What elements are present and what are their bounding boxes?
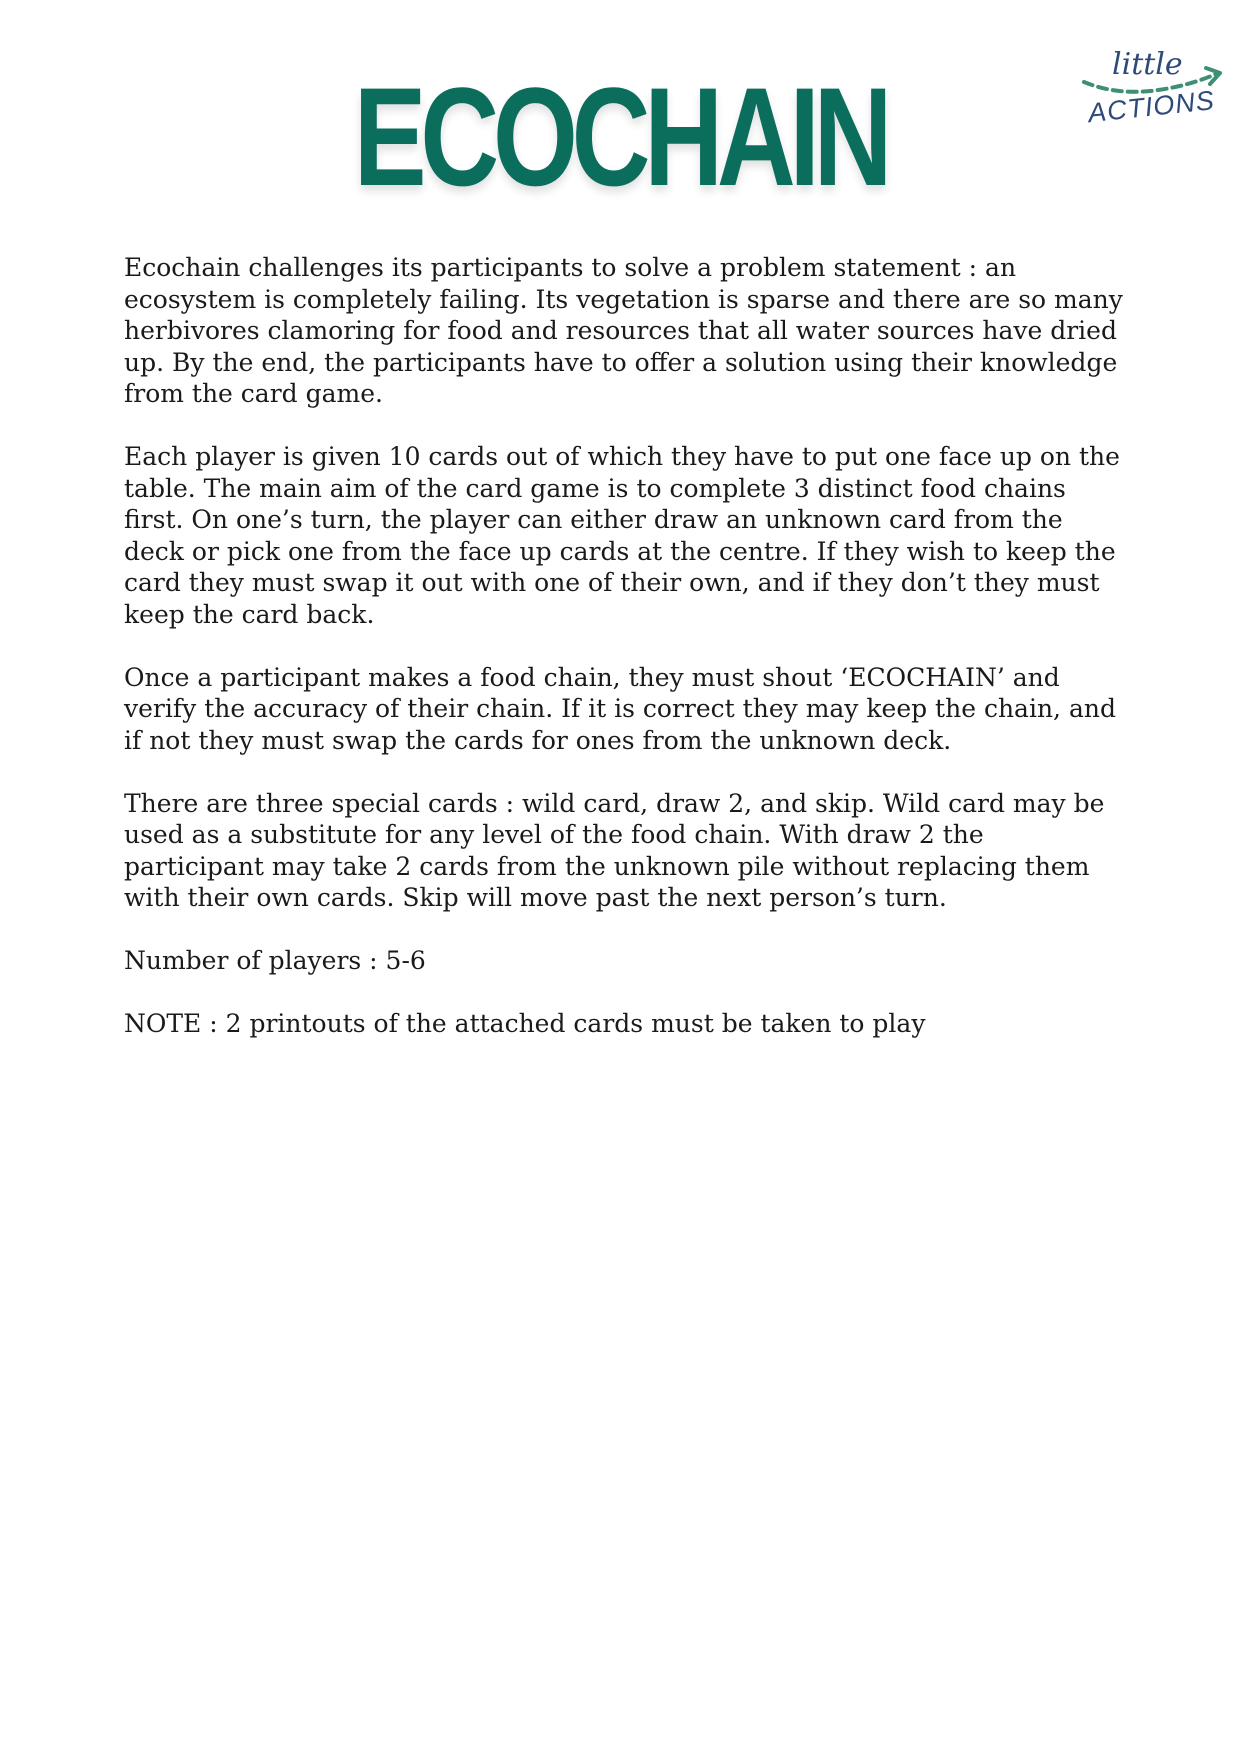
logo-text-bottom: ACTIONS: [1086, 85, 1217, 128]
logo-text-top: little: [1112, 47, 1183, 82]
paragraph-problem-statement: Ecochain challenges its participants to solve a problem statement : an ecosystem is completely failing. Its vegetation is sparse and there are so many herbivores clamoring for food and resources that all water sources have dried up. By the end, the participants have to offer a solution using their knowledge from the card game.: [124, 253, 1123, 408]
paragraph-special-cards: There are three special cards : wild card, draw 2, and skip. Wild card may be used as a substitute for any level of the food chain. With draw 2 the participant may take 2 cards from the unknown pile without replacing them with their own cards. Skip will move past the next person’s turn.: [124, 788, 1105, 912]
paragraph-gameplay: Each player is given 10 cards out of which they have to put one face up on the table. The main aim of the card game is to complete 3 distinct food chains first. On one’s turn, the player can either draw an unknown card from the deck or pick one from the face up cards at the centre. If they wish to keep the card they must swap it out with one of their own, and if they don’t they must keep the card back.: [124, 442, 1120, 629]
paragraph-ecochain-rule: Once a participant makes a food chain, they must shout ‘ECOCHAIN’ and verify the accuracy of their chain. If it is correct they may keep the chain, and if not they must swap the cards for ones from the unknown deck.: [124, 662, 1116, 755]
paragraph-note: NOTE : 2 printouts of the attached cards must be taken to play: [124, 1009, 926, 1038]
paragraph-number-of-players: Number of players : 5-6: [124, 946, 426, 975]
document-body: [124, 252, 1124, 1071]
little-actions-logo: [1078, 38, 1228, 128]
page-title: ECOCHAIN: [353, 58, 887, 215]
